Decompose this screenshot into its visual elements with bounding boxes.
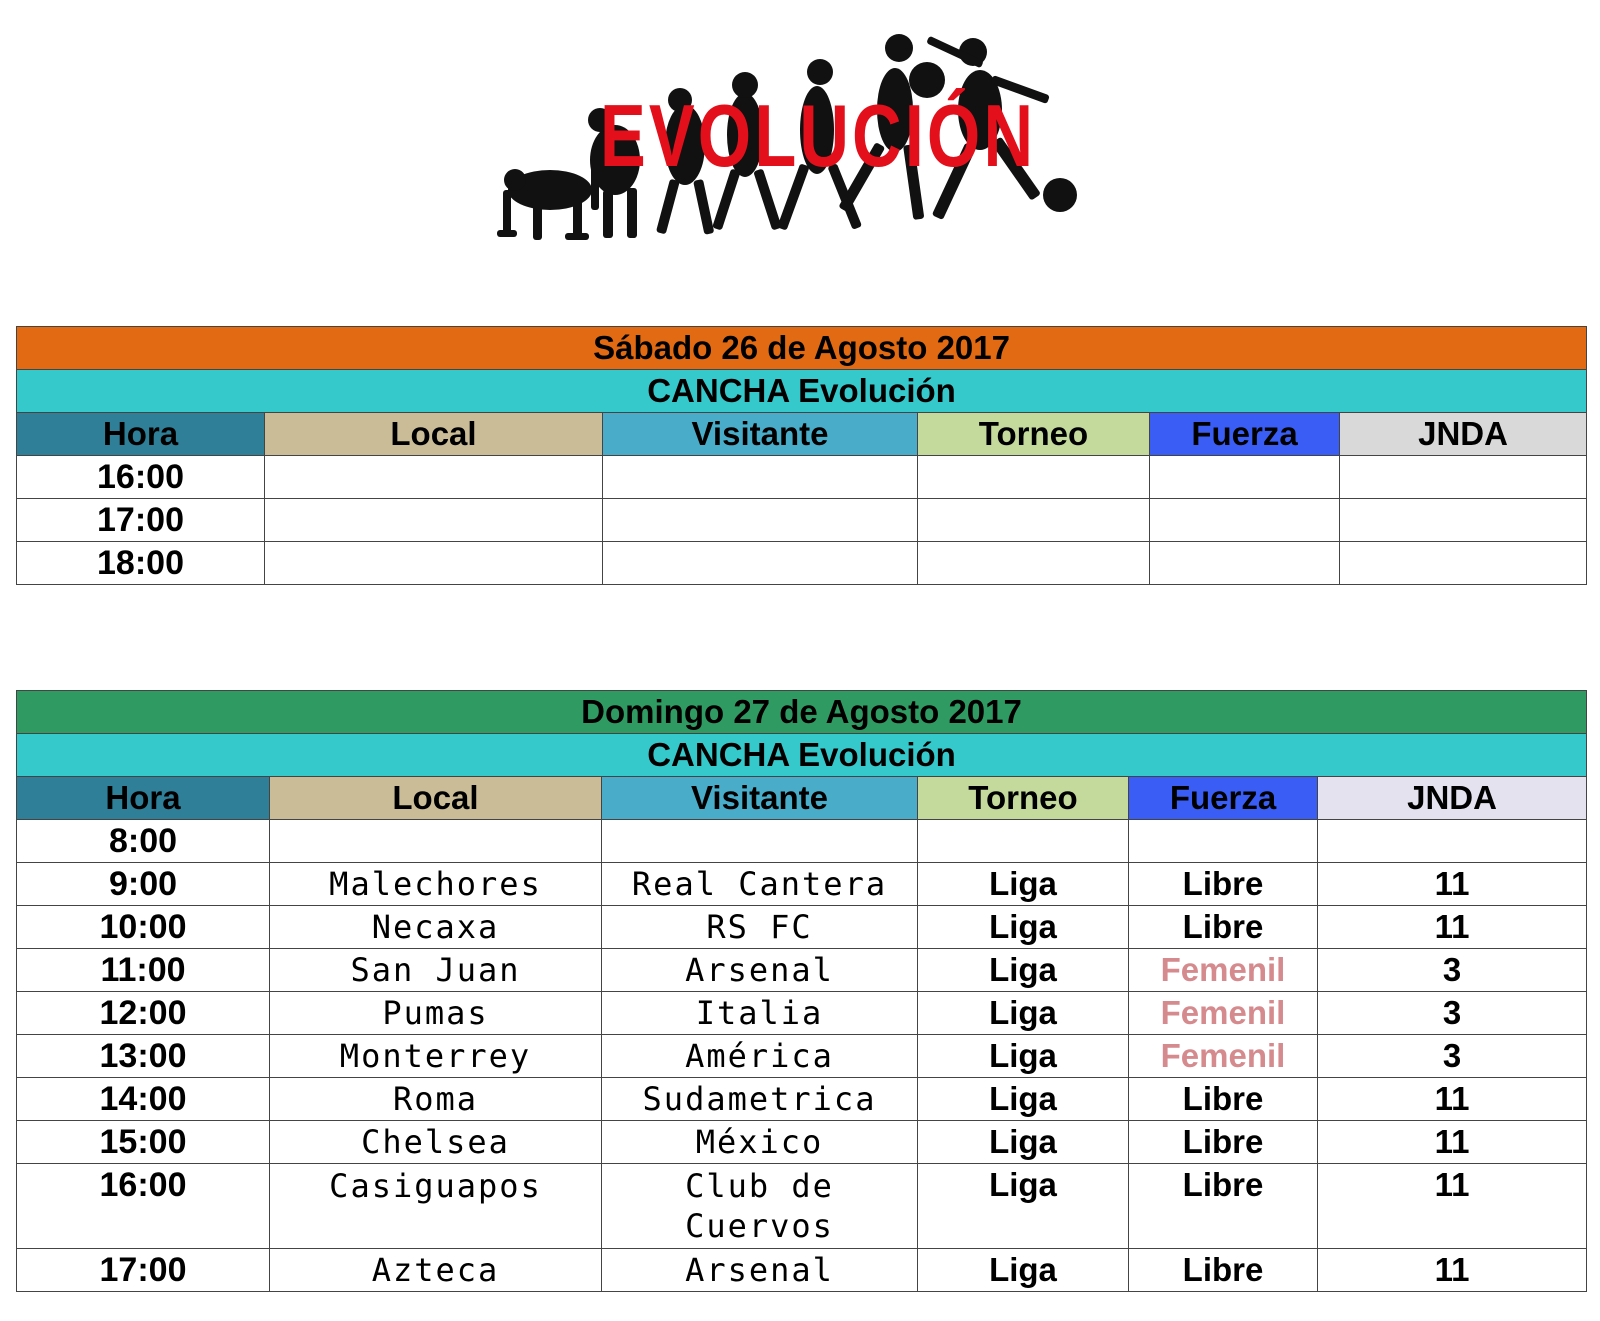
hora-cell: 17:00: [17, 1249, 270, 1292]
torneo-cell: [918, 820, 1129, 863]
fuerza-cell: Femenil: [1129, 1035, 1318, 1078]
table-row: [17, 1035, 1587, 1078]
visitante-cell: América: [602, 1035, 918, 1078]
jnda-cell: 11: [1318, 906, 1587, 949]
fuerza-cell: Libre: [1129, 1078, 1318, 1121]
sunday-schedule-table: [16, 690, 1587, 1292]
visitante-cell: Arsenal: [602, 1249, 918, 1292]
col-jnda: JNDA: [1318, 777, 1587, 820]
jnda-cell: 11: [1318, 1249, 1587, 1292]
hora-cell: 15:00: [17, 1121, 270, 1164]
jnda-cell: 3: [1318, 949, 1587, 992]
torneo-cell: [918, 542, 1150, 585]
saturday-cancha: CANCHA Evolución: [17, 370, 1587, 413]
table-row: [17, 906, 1587, 949]
col-torneo: Torneo: [918, 777, 1129, 820]
jnda-cell: 11: [1318, 1078, 1587, 1121]
jnda-cell: [1340, 456, 1587, 499]
col-visitante: Visitante: [602, 777, 918, 820]
fuerza-cell: Libre: [1129, 906, 1318, 949]
local-cell: Chelsea: [270, 1121, 602, 1164]
hora-cell: 8:00: [17, 820, 270, 863]
table-row: [17, 1164, 1587, 1249]
fuerza-cell: Libre: [1129, 1249, 1318, 1292]
local-cell: Malechores: [270, 863, 602, 906]
fuerza-cell: [1150, 542, 1340, 585]
table-row: [17, 456, 1587, 499]
local-cell: Pumas: [270, 992, 602, 1035]
local-cell: San Juan: [270, 949, 602, 992]
col-jnda: JNDA: [1340, 413, 1587, 456]
jnda-cell: [1318, 820, 1587, 863]
torneo-cell: Liga: [918, 1121, 1129, 1164]
jnda-cell: 11: [1318, 1121, 1587, 1164]
saturday-header-row: [17, 413, 1587, 456]
visitante-cell: [603, 456, 918, 499]
hora-cell: 11:00: [17, 949, 270, 992]
col-fuerza: Fuerza: [1150, 413, 1340, 456]
hora-cell: 12:00: [17, 992, 270, 1035]
sunday-cancha: CANCHA Evolución: [17, 734, 1587, 777]
local-cell: [265, 542, 603, 585]
table-row: [17, 1249, 1587, 1292]
sunday-header-row: [17, 777, 1587, 820]
fuerza-cell: Libre: [1129, 1121, 1318, 1164]
saturday-title: Sábado 26 de Agosto 2017: [17, 327, 1587, 370]
local-cell: Azteca: [270, 1249, 602, 1292]
table-row: [17, 1078, 1587, 1121]
local-cell: Roma: [270, 1078, 602, 1121]
torneo-cell: Liga: [918, 992, 1129, 1035]
col-torneo: Torneo: [918, 413, 1150, 456]
table-row: [17, 949, 1587, 992]
saturday-schedule-table: [16, 326, 1587, 585]
fuerza-cell: [1129, 820, 1318, 863]
visitante-cell: Real Cantera: [602, 863, 918, 906]
col-local: Local: [265, 413, 603, 456]
hora-cell: 16:00: [17, 1164, 270, 1249]
jnda-cell: 11: [1318, 863, 1587, 906]
torneo-cell: [918, 499, 1150, 542]
visitante-cell: [603, 499, 918, 542]
hora-cell: 14:00: [17, 1078, 270, 1121]
hora-cell: 9:00: [17, 863, 270, 906]
hora-cell: 17:00: [17, 499, 265, 542]
visitante-cell: [603, 542, 918, 585]
local-cell: Monterrey: [270, 1035, 602, 1078]
hora-cell: 16:00: [17, 456, 265, 499]
fuerza-cell: [1150, 499, 1340, 542]
fuerza-cell: Libre: [1129, 1164, 1318, 1249]
table-row: [17, 820, 1587, 863]
jnda-cell: 3: [1318, 992, 1587, 1035]
hora-cell: 13:00: [17, 1035, 270, 1078]
logo-title: EVOLUCIÓN: [600, 86, 1037, 185]
col-fuerza: Fuerza: [1129, 777, 1318, 820]
local-cell: [265, 456, 603, 499]
visitante-cell: [602, 820, 918, 863]
local-cell: Necaxa: [270, 906, 602, 949]
table-row: [17, 992, 1587, 1035]
jnda-cell: 11: [1318, 1164, 1587, 1249]
sunday-title: Domingo 27 de Agosto 2017: [17, 691, 1587, 734]
torneo-cell: Liga: [918, 949, 1129, 992]
torneo-cell: Liga: [918, 1035, 1129, 1078]
torneo-cell: [918, 456, 1150, 499]
torneo-cell: Liga: [918, 906, 1129, 949]
torneo-cell: Liga: [918, 1249, 1129, 1292]
evolucion-logo: [495, 30, 1095, 260]
visitante-cell: Arsenal: [602, 949, 918, 992]
local-cell: Casiguapos: [270, 1164, 602, 1249]
fuerza-cell: Femenil: [1129, 949, 1318, 992]
local-cell: [270, 820, 602, 863]
col-visitante: Visitante: [603, 413, 918, 456]
visitante-cell: Italia: [602, 992, 918, 1035]
col-hora: Hora: [17, 413, 265, 456]
fuerza-cell: Femenil: [1129, 992, 1318, 1035]
table-row: [17, 1121, 1587, 1164]
visitante-cell: Sudametrica: [602, 1078, 918, 1121]
torneo-cell: Liga: [918, 1164, 1129, 1249]
table-row: [17, 542, 1587, 585]
torneo-cell: Liga: [918, 1078, 1129, 1121]
hora-cell: 18:00: [17, 542, 265, 585]
table-row: [17, 499, 1587, 542]
col-hora: Hora: [17, 777, 270, 820]
col-local: Local: [270, 777, 602, 820]
visitante-cell: RS FC: [602, 906, 918, 949]
visitante-cell: México: [602, 1121, 918, 1164]
jnda-cell: [1340, 542, 1587, 585]
local-cell: [265, 499, 603, 542]
hora-cell: 10:00: [17, 906, 270, 949]
fuerza-cell: Libre: [1129, 863, 1318, 906]
jnda-cell: 3: [1318, 1035, 1587, 1078]
jnda-cell: [1340, 499, 1587, 542]
fuerza-cell: [1150, 456, 1340, 499]
visitante-cell: Club de Cuervos: [602, 1164, 918, 1249]
torneo-cell: Liga: [918, 863, 1129, 906]
table-row: [17, 863, 1587, 906]
